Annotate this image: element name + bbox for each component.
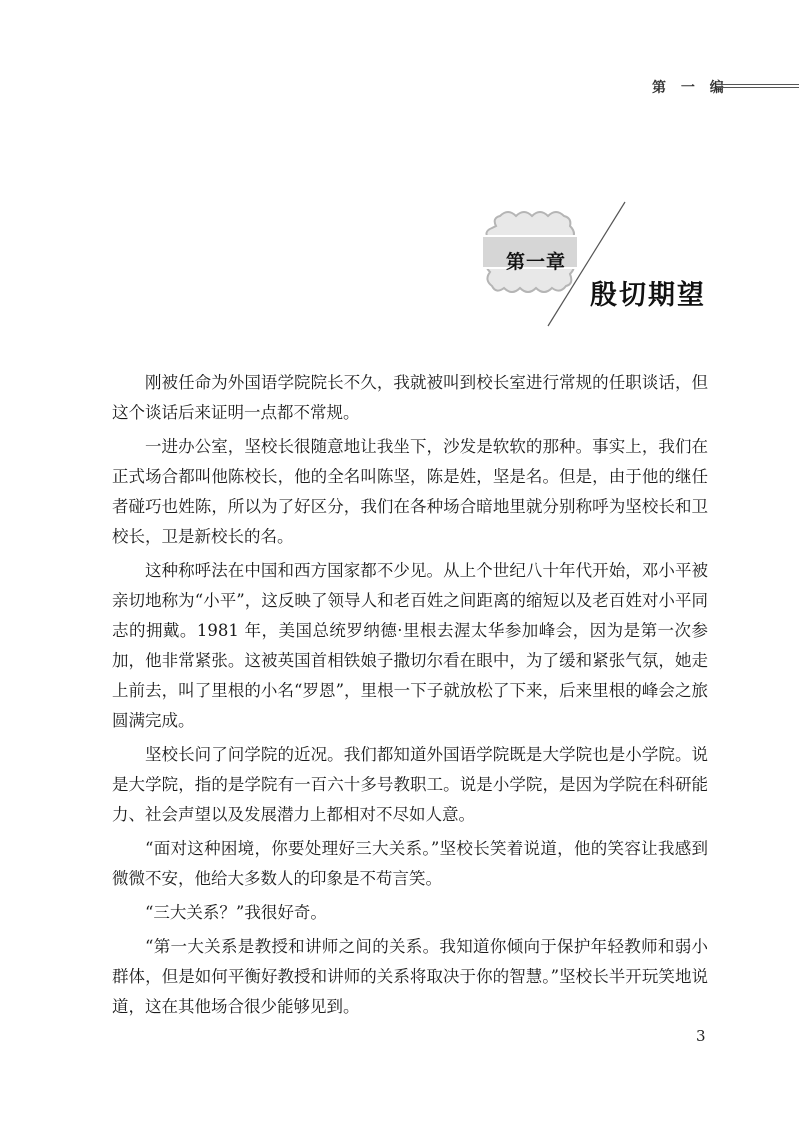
- chapter-label: 第一章: [505, 251, 566, 273]
- paragraph: “第一大关系是教授和讲师之间的关系。我知道你倾向于保护年轻教师和弱小群体，但是如何平衡好教授和讲师的关系将取决于你的智慧。”坚校长半开玩笑地说道，这在其他场合很少能够见到。: [112, 937, 708, 1016]
- paragraph: 一进办公室，坚校长很随意地让我坐下，沙发是软软的那种。事实上，我们在正式场合都叫他陈校长，他的全名叫陈坚，陈是姓，坚是名。但是，由于他的继任者碰巧也姓陈，所以为了好区分，我们在各种场合暗地里就分别称呼为坚校长和卫校长，卫是新校长的名。: [112, 437, 708, 546]
- paragraph: 刚被任命为外国语学院院长不久，我就被叫到校长室进行常规的任职谈话，但这个谈话后来证明一点都不常规。: [112, 373, 708, 422]
- chapter-title: 殷切期望: [590, 280, 706, 311]
- paragraph: “面对这种困境，你要处理好三大关系。”坚校长笑着说道，他的笑容让我感到微微不安，他给大多数人的印象是不苟言笑。: [112, 839, 708, 888]
- body-text: [112, 368, 708, 1026]
- running-header-section: 第 一 编: [652, 80, 729, 96]
- paragraph: “三大关系？”我很好奇。: [145, 903, 327, 922]
- paragraph: 这种称呼法在中国和西方国家都不少见。从上个世纪八十年代开始，邓小平被亲切地称为“小平”，这反映了领导人和老百姓之间距离的缩短以及老百姓对小平同志的拥戴。1981 年，美国总统罗纳德·里根去渥太华参加峰会，因为是第一次参加，他非常紧张。这被英国首相铁娘子撒切尔看在眼中，为了缓和紧张气氛，她走上前去，叫了里根的小名“罗恩”，里根一下子就放松了下来，后来里根的峰会之旅圆满完成。: [112, 561, 708, 730]
- page-number: 3: [696, 1027, 706, 1045]
- header-rule: [716, 84, 799, 88]
- paragraph: 坚校长问了问学院的近况。我们都知道外国语学院既是大学院也是小学院。说是大学院，指的是学院有一百六十多号教职工。说是小学院，是因为学院在科研能力、社会声望以及发展潜力上都相对不尽如人意。: [112, 745, 708, 824]
